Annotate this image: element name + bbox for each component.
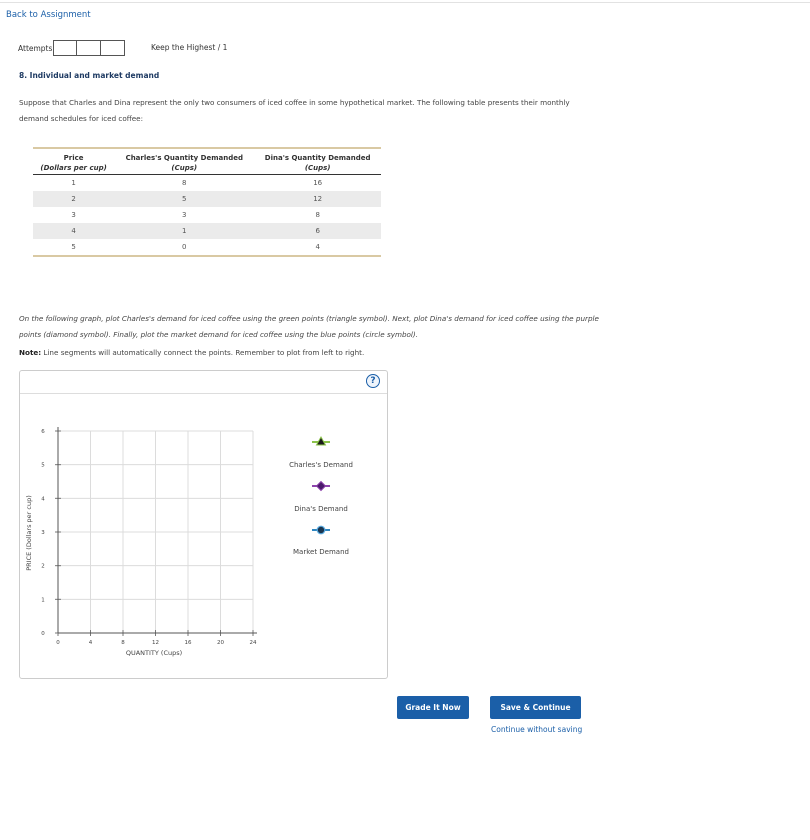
table-row <box>33 239 381 256</box>
x-tick-label: 20 <box>217 640 224 646</box>
x-axis-title: QUANTITY (Cups) <box>125 649 183 657</box>
back-to-assignment-link[interactable]: Back to Assignment <box>6 10 91 20</box>
table-row <box>33 223 381 239</box>
table-cell: 1 <box>71 179 76 187</box>
y-tick-label: 5 <box>41 462 45 469</box>
x-tick-label: 8 <box>121 640 125 646</box>
demand-schedule-table <box>33 147 381 257</box>
table-cell: 6 <box>254 223 381 239</box>
keep-highest-text: Keep the Highest / 1 <box>151 43 228 52</box>
table-header-charles: Charles's Quantity Demanded <box>125 154 243 162</box>
table-row <box>33 207 381 223</box>
table-cell: 8 <box>182 179 187 187</box>
diamond-icon[interactable] <box>317 482 326 491</box>
table-cell: 3 <box>182 211 187 219</box>
legend-label-dina: Dina's Demand <box>294 505 348 513</box>
table-cell: 8 <box>315 211 320 219</box>
attempt-box <box>53 40 77 56</box>
table-subheader-price: (Dollars per cup) <box>33 162 114 175</box>
question-intro: Suppose that Charles and Dina represent the only two consumers of iced coffee in some hypothetical market. The following table presents their monthly demand schedules for iced coffee: <box>19 98 570 123</box>
help-icon[interactable]: ? <box>366 374 380 388</box>
y-tick-label: 1 <box>41 597 45 604</box>
graph-instructions: On the following graph, plot Charles's demand for iced coffee using the green points (triangle symbol). Next, plot Dina's demand for iced coffee using the purple points (diamond symbol). Finally, plot the market demand for iced coffee using the blue points (circle symbol). <box>19 314 599 339</box>
table-header-price: Price <box>63 154 84 162</box>
table-cell: 5 <box>114 191 254 207</box>
y-tick-label: 3 <box>41 530 45 536</box>
table-cell: 2 <box>33 191 114 207</box>
table-cell: 5 <box>71 243 76 251</box>
table-cell: 1 <box>114 223 254 239</box>
legend-label-charles: Charles's Demand <box>289 461 353 469</box>
note-text <box>19 348 364 357</box>
save-and-continue-button[interactable]: Save & Continue <box>490 696 581 719</box>
table-cell: 16 <box>313 179 323 187</box>
question-title: 8. Individual and market demand <box>19 71 160 80</box>
note-body: Line segments will automatically connect the points. Remember to plot from left to right. <box>41 348 365 357</box>
y-tick-label: 6 <box>41 429 45 435</box>
table-cell: 4 <box>33 223 114 239</box>
attempts-tracker <box>18 39 125 57</box>
note-label: Note: <box>19 348 42 357</box>
y-tick-label: 2 <box>41 563 45 570</box>
table-subheader-charles: (Cups) <box>114 162 254 175</box>
demand-graph[interactable] <box>20 371 389 680</box>
circle-icon[interactable] <box>317 526 325 534</box>
attempt-box <box>101 40 125 56</box>
table-row <box>33 191 381 207</box>
top-divider <box>0 2 810 3</box>
table-cell: 3 <box>71 211 76 219</box>
plot-axes <box>41 427 257 646</box>
x-tick-label: 16 <box>184 640 192 646</box>
y-tick-label: 0 <box>41 631 45 637</box>
table-cell: 4 <box>315 243 320 251</box>
grade-it-now-button[interactable]: Grade It Now <box>397 696 469 719</box>
table-cell: 12 <box>254 191 381 207</box>
y-axis-title: PRICE (Dollars per cup) <box>25 495 33 571</box>
graph-panel <box>19 370 388 679</box>
attempts-label: Attempts <box>18 43 53 53</box>
plot-grid <box>58 431 253 633</box>
table-subheader-dina: (Cups) <box>254 162 381 175</box>
x-tick-label: 0 <box>56 640 60 646</box>
legend-label-market: Market Demand <box>293 548 349 556</box>
x-tick-label: 4 <box>88 640 93 646</box>
y-tick-label: 4 <box>41 496 45 503</box>
attempt-box <box>77 40 101 56</box>
table-cell: 0 <box>182 243 187 251</box>
plot-legend <box>289 437 353 556</box>
table-row <box>33 175 381 192</box>
continue-without-saving-link[interactable]: Continue without saving <box>491 725 583 734</box>
x-tick-label: 12 <box>152 640 159 646</box>
x-tick-label: 24 <box>249 640 257 646</box>
table-header-dina: Dina's Quantity Demanded <box>264 154 371 162</box>
